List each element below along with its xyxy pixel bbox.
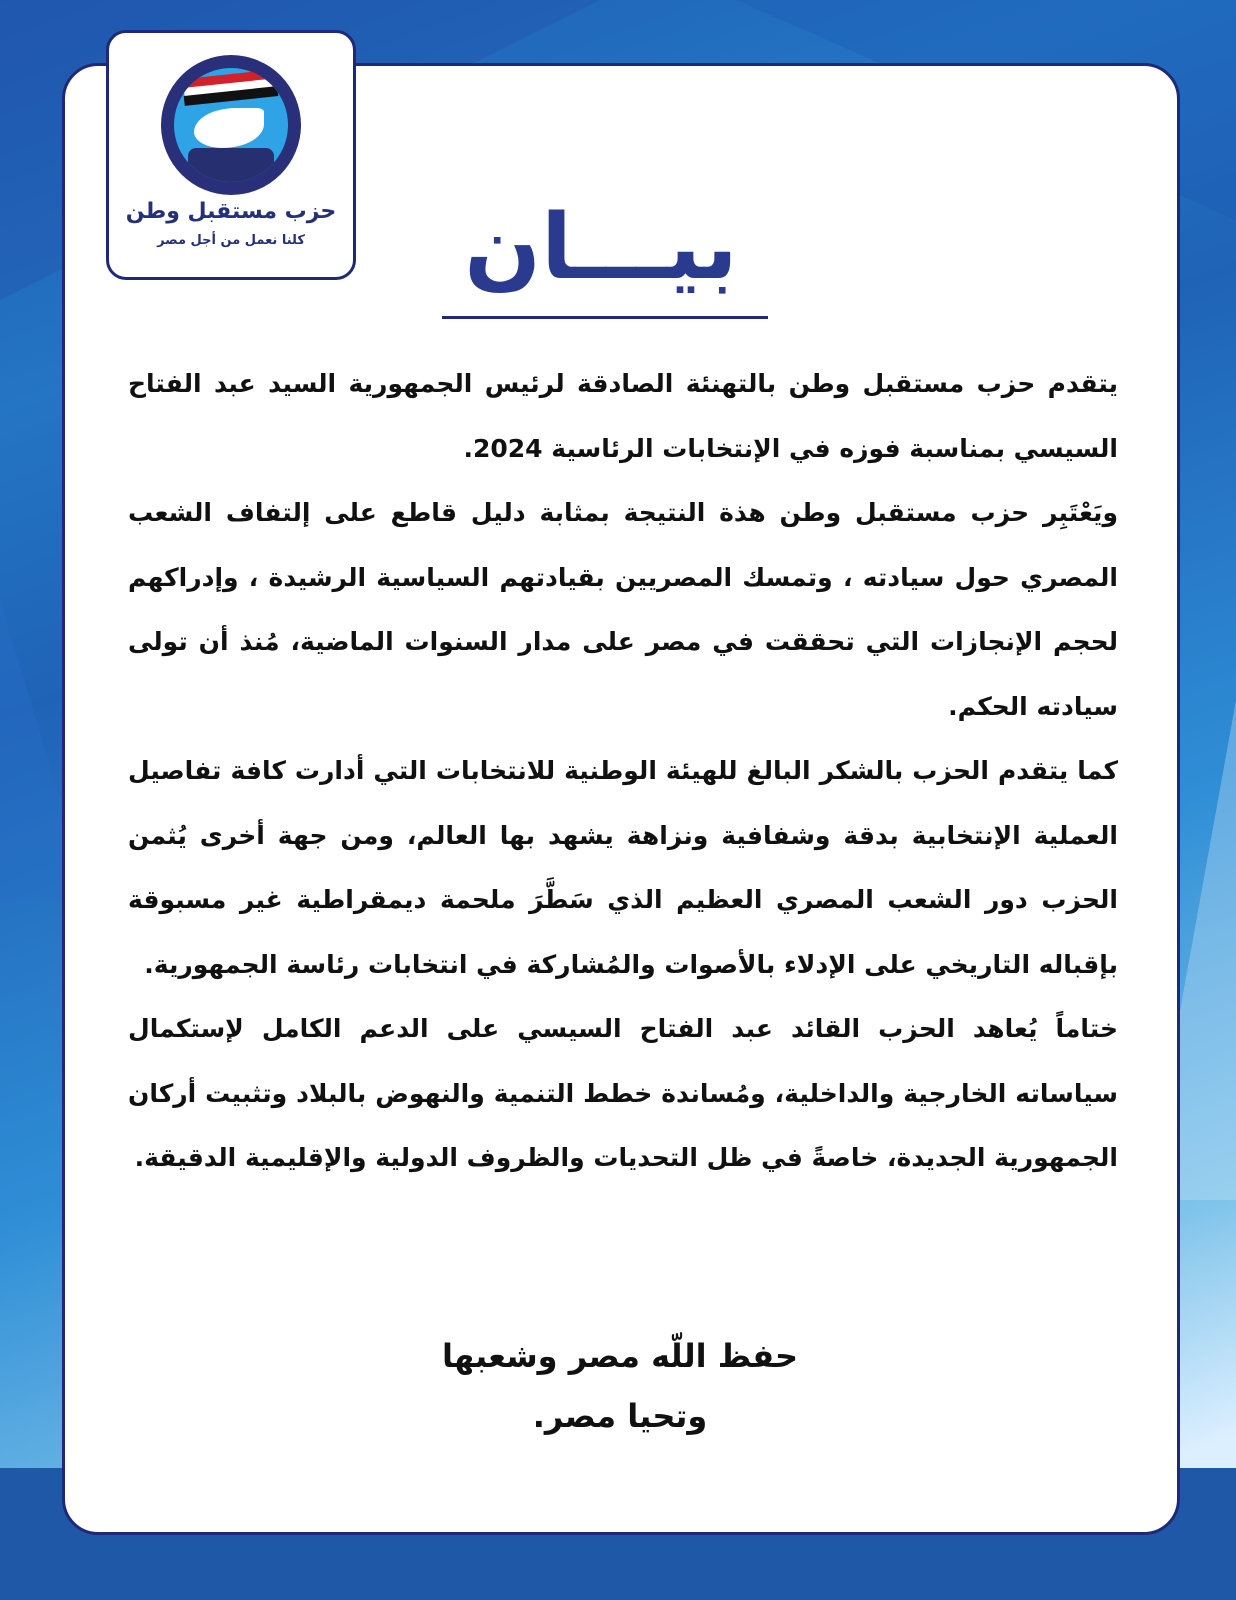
paragraph-result-meaning: ويَعْتَبِر حزب مستقبل وطن هذة النتيجة بمثابة دليل قاطع على إلتفاف الشعب المصري حول سيادته ، وتمسك المصريين بقيادتهم السياسية الرشيدة ، وإدراكهم لحجم الإنجازات التي تحققت في مصر على مدار السنوات الماضية، مُنذ أن تولى سيادته الحكم. [128,498,1118,721]
eagle-head-icon [194,108,264,148]
closing-lines [300,1326,940,1446]
logo-party-name: حزب مستقبل وطن [125,199,337,224]
statement-body [128,352,1118,1191]
title-underline [442,316,768,319]
party-logo [106,30,356,280]
closing-line: حفظ اللّه مصر وشعبها [441,1337,799,1375]
logo-slogan: كلنا نعمل من أجل مصر [157,233,305,248]
crowd-silhouette-icon [188,148,274,182]
emblem-inner [174,68,288,182]
closing-line: وتحيا مصر. [532,1397,708,1435]
document-title: بيـــان [464,195,738,300]
paragraph-congratulations: يتقدم حزب مستقبل وطن بالتهنئة الصادقة لرئيس الجمهورية السيد عبد الفتاح السيسي بمناسبة فوزه في الإنتخابات الرئاسية 2024. [128,369,1118,463]
eagle-flag-emblem-icon [161,55,301,195]
paragraph-pledge: ختاماً يُعاهد الحزب القائد عبد الفتاح السيسي على الدعم الكامل لإستكمال سياساته الخارجية والداخلية، ومُساندة خطط التنمية والنهوض بالبلاد وتثبيت أركان الجمهورية الجديدة، خاصةً في ظل التحديات والظروف الدولية والإقليمية الدقيقة. [128,1014,1118,1172]
paragraph-thanks-election-authority: كما يتقدم الحزب بالشكر البالغ للهيئة الوطنية للانتخابات التي أدارت كافة تفاصيل العملية الإنتخابية بدقة وشفافية ونزاهة يشهد بها العالم، ومن جهة أخرى يُثمن الحزب دور الشعب المصري العظيم الذي سَطَّرَ ملحمة ديمقراطية غير مسبوقة بإقباله التاريخي على الإدلاء بالأصوات والمُشاركة في انتخابات رئاسة الجمهورية. [128,756,1118,979]
